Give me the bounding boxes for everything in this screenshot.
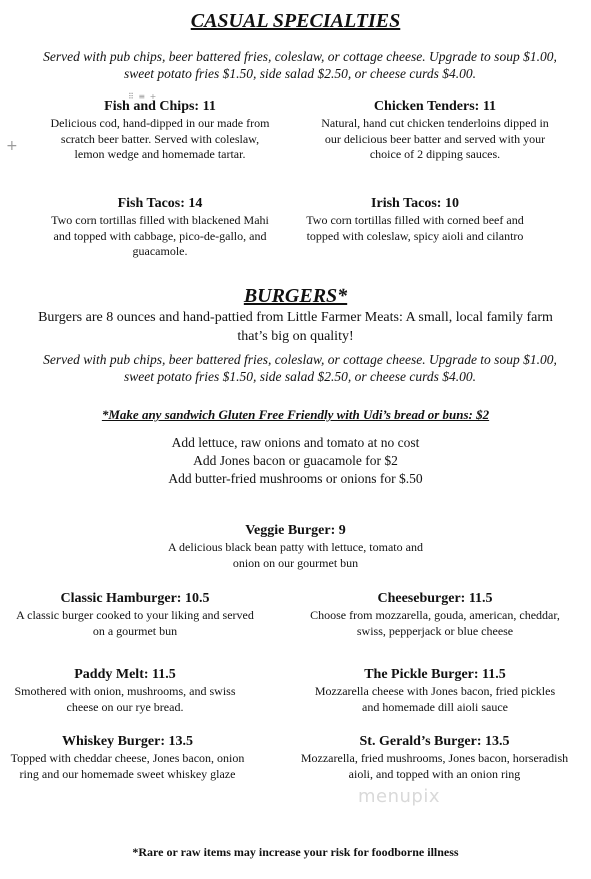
casual-sides-note-line2: sweet potato fries $1.50, side salad $2.50, or cheese curds $4.00. <box>124 66 476 81</box>
menu-item-veggie-burger <box>100 522 491 571</box>
item-desc-line: on a gourmet bun <box>92 623 178 638</box>
item-desc-line: Choose from mozzarella, gouda, american, cheddar, <box>310 608 560 622</box>
item-desc-line: our delicious beer batter and served with your <box>324 131 546 146</box>
item-name: Paddy Melt: 11.5 <box>74 667 176 682</box>
burgers-title: BURGERS* <box>243 285 348 307</box>
item-name: The Pickle Burger: 11.5 <box>364 667 506 682</box>
foodborne-illness-disclaimer: *Rare or raw items may increase your risk for foodborne illness <box>132 845 459 859</box>
item-name: Chicken Tenders: 11 <box>373 99 497 114</box>
burgers-intro-line1: Burgers are 8 ounces and hand-pattied from Little Farmer Meats: A small, local family farm <box>38 310 553 325</box>
item-desc-line: guacamole. <box>132 244 188 258</box>
burgers-sides-note <box>20 351 580 385</box>
menu-item-irish-tacos <box>285 195 545 244</box>
menu-item-fish-and-chips <box>20 98 300 163</box>
menu-item-cheeseburger <box>290 590 580 639</box>
item-desc-line: topped with coleslaw, spicy aioli and cilantro <box>306 228 524 243</box>
item-name: St. Gerald’s Burger: 13.5 <box>359 734 510 749</box>
item-desc-line: onion on our gourmet bun <box>232 555 359 570</box>
addon-line: Add butter-fried mushrooms or onions for $.50 <box>168 471 423 486</box>
burgers-sides-note-line2: sweet potato fries $1.50, side salad $2.50, or cheese curds $4.00. <box>124 369 476 384</box>
item-desc-line: Two corn tortillas filled with corned beef and <box>306 213 524 227</box>
item-desc-line: Natural, hand cut chicken tenderloins dipped in <box>321 116 549 130</box>
add-block-icon[interactable]: + <box>6 138 18 154</box>
menu-item-pickle-burger <box>290 666 580 715</box>
menu-item-chicken-tenders <box>290 98 580 163</box>
item-desc-line: scratch beer batter. Served with coleslaw, <box>60 131 260 146</box>
menu-item-classic-hamburger <box>0 590 270 639</box>
casual-sides-note-line1: Served with pub chips, beer battered fries, coleslaw, or cottage cheese. Upgrade to soup $1.00, <box>43 49 557 64</box>
menu-item-st-geralds-burger <box>282 733 587 782</box>
item-name: Classic Hamburger: 10.5 <box>60 591 210 606</box>
burgers-intro-line2: that’s big on quality! <box>237 329 354 344</box>
item-desc-line: aioli, and topped with an onion ring <box>348 766 521 781</box>
item-desc-line: A delicious black bean patty with lettuce, tomato and <box>168 540 423 554</box>
item-desc-line: swiss, pepperjack or blue cheese <box>356 623 514 638</box>
item-desc-line: Topped with cheddar cheese, Jones bacon, onion <box>10 751 245 765</box>
addon-line: Add lettuce, raw onions and tomato at no cost <box>171 435 420 450</box>
item-desc-line: and topped with cabbage, pico-de-gallo, and <box>53 228 267 243</box>
item-desc-line: choice of 2 dipping sauces. <box>369 147 501 161</box>
item-desc-line: Mozzarella, fried mushrooms, Jones bacon, horseradish <box>300 751 569 765</box>
burgers-intro <box>10 308 581 346</box>
item-desc-line: Delicious cod, hand-dipped in our made from <box>50 116 270 130</box>
drag-handle-icon[interactable]: ⠿ ≡ + <box>128 92 158 101</box>
item-name: Veggie Burger: 9 <box>245 523 346 538</box>
menu-item-fish-tacos <box>20 195 300 260</box>
item-name: Irish Tacos: 10 <box>371 196 459 211</box>
item-name: Fish Tacos: 14 <box>117 196 203 211</box>
casual-sides-note <box>20 48 580 82</box>
burgers-sides-note-line1: Served with pub chips, beer battered fries, coleslaw, or cottage cheese. Upgrade to soup $1.00, <box>43 352 557 367</box>
item-desc-line: cheese on our rye bread. <box>66 699 184 714</box>
menu-item-whiskey-burger <box>0 733 255 782</box>
gluten-free-note: *Make any sandwich Gluten Free Friendly with Udi’s bread or buns: $2 <box>101 407 490 422</box>
item-desc-line: Smothered with onion, mushrooms, and swiss <box>14 684 236 698</box>
menu-item-paddy-melt <box>0 666 250 715</box>
casual-specialties-title: CASUAL SPECIALTIES <box>190 10 401 32</box>
item-desc-line: lemon wedge and homemade tartar. <box>74 147 246 161</box>
addon-line: Add Jones bacon or guacamole for $2 <box>193 453 398 468</box>
item-desc-line: Mozzarella cheese with Jones bacon, fried pickles <box>314 684 556 698</box>
item-desc-line: ring and our homemade sweet whiskey glaze <box>19 766 236 781</box>
item-name: Whiskey Burger: 13.5 <box>61 734 194 749</box>
menupix-watermark: menupix <box>358 786 441 807</box>
item-name: Cheeseburger: 11.5 <box>377 591 493 606</box>
item-desc-line: and homemade dill aioli sauce <box>362 699 508 714</box>
burger-addons <box>0 434 591 488</box>
item-desc-line: A classic burger cooked to your liking and served <box>16 608 254 622</box>
item-name: Fish and Chips: 11 <box>104 99 216 114</box>
item-desc-line: Two corn tortillas filled with blackened Mahi <box>51 213 269 227</box>
